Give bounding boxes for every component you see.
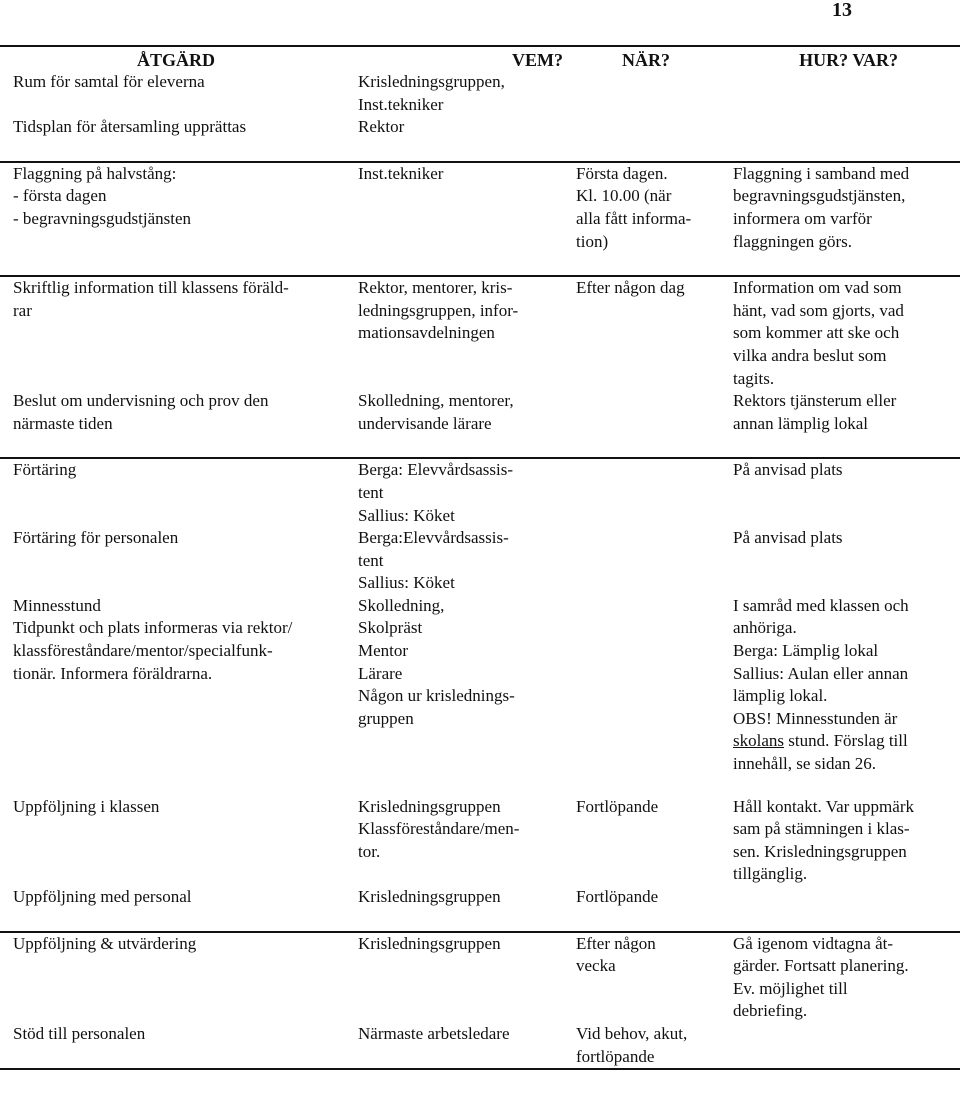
cell-hur <box>720 1023 960 1069</box>
cell-line: vecka <box>576 956 616 976</box>
cell-line: Första dagen. <box>576 163 668 183</box>
cell-vem <box>345 277 563 390</box>
cell-line: tillgänglig. <box>733 864 808 884</box>
cell-hur <box>720 796 960 886</box>
table-row <box>0 595 960 796</box>
cell-line: Uppföljning med personal <box>13 887 192 906</box>
cell-line: Skolpräst <box>358 618 423 638</box>
cell-vem <box>345 390 563 458</box>
header-hur-var: HUR? VAR? <box>720 46 960 71</box>
cell-vem <box>345 116 563 162</box>
cell-line: Gå igenom vidtagna åt- <box>733 933 894 953</box>
cell-nar <box>563 459 720 527</box>
cell-line: Efter någon <box>576 933 656 953</box>
cell-line: tagits. <box>733 368 775 388</box>
cell-line: Skolledning, <box>358 595 445 615</box>
cell-atgard <box>0 390 345 458</box>
cell-atgard <box>0 796 345 886</box>
cell-line: tent <box>358 550 384 570</box>
table-row <box>0 459 960 527</box>
cell-line: klassföreståndare/mentor/specialfunk- <box>13 641 273 661</box>
cell-hur <box>720 116 960 162</box>
cell-line: Krisledningsgruppen <box>358 887 501 906</box>
cell-line: Beslut om undervisning och prov den <box>13 391 269 411</box>
cell-line: I samråd med klassen och <box>733 595 909 615</box>
cell-line: Krisledningsgruppen <box>358 933 501 953</box>
cell-line: vilka andra beslut som <box>733 345 887 365</box>
cell-atgard <box>0 933 345 1023</box>
cell-line: Förtäring för personalen <box>13 528 179 548</box>
cell-line: Berga: Elevvårdsassis- <box>358 460 514 480</box>
cell-line: tor. <box>358 841 381 861</box>
cell-nar <box>563 796 720 886</box>
cell-line: begravningsgudstjänsten, <box>733 186 906 206</box>
cell-line: Ev. möjlighet till <box>733 978 848 998</box>
cell-line: Förtäring <box>13 460 77 480</box>
cell-nar <box>563 527 720 595</box>
underlined-word: skolans <box>733 731 784 751</box>
cell-line: Håll kontakt. Var uppmärk <box>733 796 914 816</box>
cell-line: Tidpunkt och plats informeras via rektor/ <box>13 618 293 638</box>
cell-line: sen. Krisledningsgruppen <box>733 841 907 861</box>
table-body <box>0 46 960 1070</box>
cell-vem <box>345 459 563 527</box>
cell-line: närmaste tiden <box>13 413 113 433</box>
cell-line: Fortlöpande <box>576 796 659 816</box>
cell-atgard <box>0 71 345 116</box>
cell-line: sam på stämningen i klas- <box>733 819 910 839</box>
cell-line: Flaggning i samband med <box>733 163 910 183</box>
cell-nar <box>563 933 720 1023</box>
cell-line: gruppen <box>358 708 414 728</box>
cell-atgard <box>0 527 345 595</box>
cell-line: Närmaste arbetsledare <box>358 1023 510 1043</box>
cell-line: Skolledning, mentorer, <box>358 391 514 411</box>
cell-nar <box>563 390 720 458</box>
cell-line: tionär. Informera föräldrarna. <box>13 663 213 683</box>
cell-line: annan lämplig lokal <box>733 413 869 433</box>
cell-line: Rektor <box>358 117 405 137</box>
cell-hur <box>720 390 960 458</box>
table-row <box>0 277 960 390</box>
cell-line: tent <box>358 482 384 502</box>
cell-line: lämplig lokal. <box>733 686 828 706</box>
cell-line: fortlöpande <box>576 1046 655 1066</box>
divider-cell <box>0 1069 345 1070</box>
cell-atgard <box>0 277 345 390</box>
divider-cell <box>345 1069 563 1070</box>
cell-line: mationsavdelningen <box>358 323 495 343</box>
cell-hur <box>720 277 960 390</box>
cell-text: stund. Förslag till <box>784 731 908 751</box>
table-row <box>0 796 960 886</box>
table-row <box>0 1023 960 1069</box>
cell-line: Sallius: Köket <box>358 573 455 593</box>
cell-line: Flaggning på halvstång: <box>13 163 177 183</box>
cell-atgard <box>0 1023 345 1069</box>
cell-line: Efter någon dag <box>576 278 685 298</box>
table-row <box>0 163 960 276</box>
cell-line: rar <box>13 300 32 320</box>
cell-line: Inst.tekniker <box>358 94 444 114</box>
cell-nar <box>563 71 720 116</box>
cell-line: Vid behov, akut, <box>576 1023 688 1043</box>
cell-vem <box>345 933 563 1023</box>
cell-line: Rektors tjänsterum eller <box>733 391 897 411</box>
cell-atgard <box>0 163 345 276</box>
cell-line: debriefing. <box>733 1001 808 1021</box>
cell-line: flaggningen görs. <box>733 231 852 251</box>
cell-nar <box>563 595 720 796</box>
cell-line: - första dagen <box>13 186 107 206</box>
cell-hur <box>720 886 960 932</box>
cell-vem <box>345 163 563 276</box>
cell-atgard <box>0 886 345 932</box>
cell-line: Tidsplan för återsamling upprättas <box>13 117 247 137</box>
cell-line: På anvisad plats <box>733 528 843 548</box>
table-row <box>0 933 960 1023</box>
header-atgard: ÅTGÄRD <box>0 46 345 71</box>
cell-vem <box>345 71 563 116</box>
table-bottom-rule <box>0 1069 960 1070</box>
cell-line: Krisledningsgruppen, <box>358 72 505 91</box>
cell-line: Information om vad som <box>733 278 902 298</box>
cell-line: Berga:Elevvårdsassis- <box>358 528 509 548</box>
cell-line: På anvisad plats <box>733 460 843 480</box>
cell-hur <box>720 527 960 595</box>
cell-vem <box>345 796 563 886</box>
cell-line: Skriftlig information till klassens föräld- <box>13 278 289 298</box>
cell-line: gärder. Fortsatt planering. <box>733 956 909 976</box>
cell-line: Rektor, mentorer, kris- <box>358 278 513 298</box>
cell-vem <box>345 886 563 932</box>
cell-hur <box>720 933 960 1023</box>
cell-vem <box>345 1023 563 1069</box>
cell-hur <box>720 459 960 527</box>
cell-nar <box>563 886 720 932</box>
cell-line <box>733 730 954 753</box>
header-vem: VEM? <box>345 46 563 71</box>
cell-vem <box>345 595 563 796</box>
cell-line: Inst.tekniker <box>358 163 444 183</box>
cell-line: - begravningsgudstjänsten <box>13 208 191 228</box>
cell-atgard <box>0 595 345 796</box>
page-number: 13 <box>832 0 852 21</box>
table-row <box>0 527 960 595</box>
cell-line: Berga: Lämplig lokal <box>733 641 879 661</box>
cell-vem <box>345 527 563 595</box>
cell-line: Fortlöpande <box>576 887 659 906</box>
cell-line: hänt, vad som gjorts, vad <box>733 300 904 320</box>
cell-line: alla fått informa- <box>576 208 692 228</box>
divider-cell <box>720 1069 960 1070</box>
action-plan-table <box>0 45 960 1070</box>
cell-line: anhöriga. <box>733 618 797 638</box>
cell-line: innehåll, se sidan 26. <box>733 754 877 774</box>
cell-line: Stöd till personalen <box>13 1023 146 1043</box>
cell-line: ledningsgruppen, infor- <box>358 300 519 320</box>
cell-line: informera om varför <box>733 208 872 228</box>
cell-nar <box>563 116 720 162</box>
cell-line: Någon ur krislednings- <box>358 686 515 706</box>
cell-hur <box>720 163 960 276</box>
cell-hur <box>720 595 960 796</box>
cell-line: Mentor <box>358 641 409 661</box>
cell-line: Kl. 10.00 (när <box>576 186 672 206</box>
cell-line: Uppföljning i klassen <box>13 796 160 816</box>
cell-atgard <box>0 459 345 527</box>
cell-line: som kommer att ske och <box>733 323 900 343</box>
table-row <box>0 886 960 932</box>
cell-line: undervisande lärare <box>358 413 492 433</box>
cell-line: Rum för samtal för eleverna <box>13 72 205 91</box>
table-row <box>0 390 960 458</box>
header-nar: NÄR? <box>563 46 720 71</box>
cell-line: Klassföreståndare/men- <box>358 819 520 839</box>
cell-hur <box>720 71 960 116</box>
cell-atgard <box>0 116 345 162</box>
table-row <box>0 116 960 162</box>
cell-line: Lärare <box>358 663 403 683</box>
cell-line: Sallius: Aulan eller annan <box>733 663 909 683</box>
cell-nar <box>563 163 720 276</box>
cell-line: tion) <box>576 231 609 251</box>
cell-line: Minnesstund <box>13 595 101 615</box>
cell-nar <box>563 1023 720 1069</box>
divider-cell <box>563 1069 720 1070</box>
cell-line: OBS! Minnesstunden är <box>733 708 898 728</box>
cell-line: Uppföljning & utvärdering <box>13 933 197 953</box>
cell-line: Krisledningsgruppen <box>358 796 501 816</box>
table-row <box>0 71 960 116</box>
header-row <box>0 46 960 71</box>
cell-line: Sallius: Köket <box>358 505 455 525</box>
cell-nar <box>563 277 720 390</box>
